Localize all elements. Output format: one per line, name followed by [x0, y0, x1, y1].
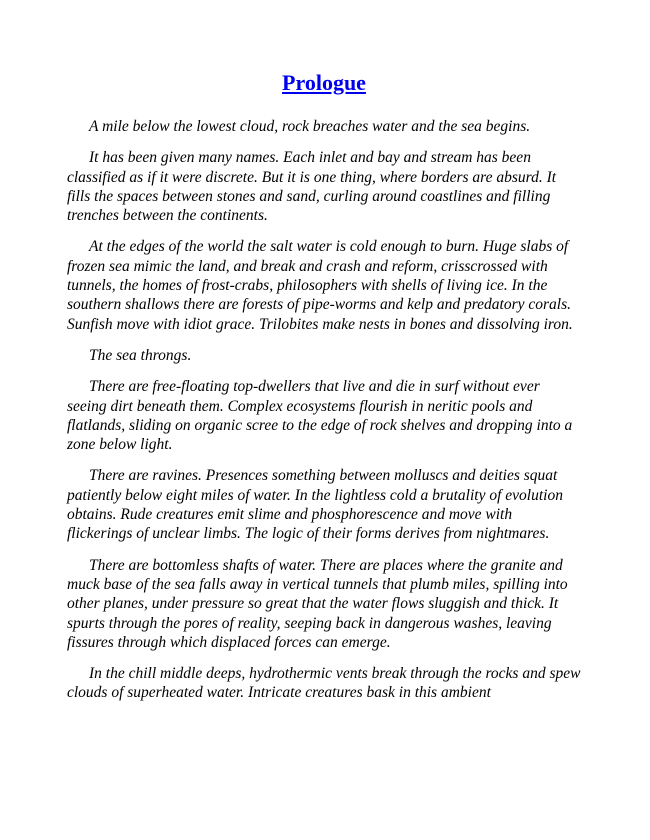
paragraph-8: In the chill middle deeps, hydrothermic vents break through the rocks and spew clouds of superheated water. Intricate creatures bask in this ambient — [67, 665, 581, 702]
chapter-title — [67, 70, 581, 96]
paragraph-6: There are ravines. Presences something between molluscs and deities squat patiently below eight miles of water. In the lightless cold a brutality of evolution obtains. Rude creatures emit slime and phosphorescence and move with flickerings of unclear limbs. The logic of their forms derives from nightmares. — [67, 467, 563, 543]
chapter-body — [67, 117, 581, 703]
paragraph-3: At the edges of the world the salt water is cold enough to burn. Huge slabs of frozen sea mimic the land, and break and crash and reform, crisscrossed with tunnels, the homes of frost-crabs, philosophers with shells of living ice. In the southern shallows there are forests of pipe-worms and kelp and predatory corals. Sunfish move with idiot grace. Trilobites make nests in bones and dissolving iron. — [67, 238, 573, 333]
paragraph-5: There are free-floating top-dwellers that live and die in surf without ever seeing dirt beneath them. Complex ecosystems flourish in neritic pools and flatlands, sliding on organic scree to the edge of rock shelves and dropping into a zone below light. — [67, 378, 573, 454]
paragraph-1: A mile below the lowest cloud, rock breaches water and the sea begins. — [89, 118, 531, 135]
paragraph-4: The sea throngs. — [89, 346, 192, 364]
chapter-title-link[interactable]: Prologue — [282, 70, 366, 95]
paragraph-2: It has been given many names. Each inlet and bay and stream has been classified as if it were discrete. But it is one thing, where borders are absurd. It fills the spaces between stones and sand, curling around coastlines and filling trenches between the continents. — [67, 149, 557, 225]
paragraph-7: There are bottomless shafts of water. There are places where the granite and muck base of the sea falls away in vertical tunnels that plumb miles, spilling into other planes, under pressure so great that the water flows sluggish and thick. It spurts through the pores of reality, seeping back in dangerous washes, leaving fissures through which displaced forces can emerge. — [67, 556, 568, 651]
